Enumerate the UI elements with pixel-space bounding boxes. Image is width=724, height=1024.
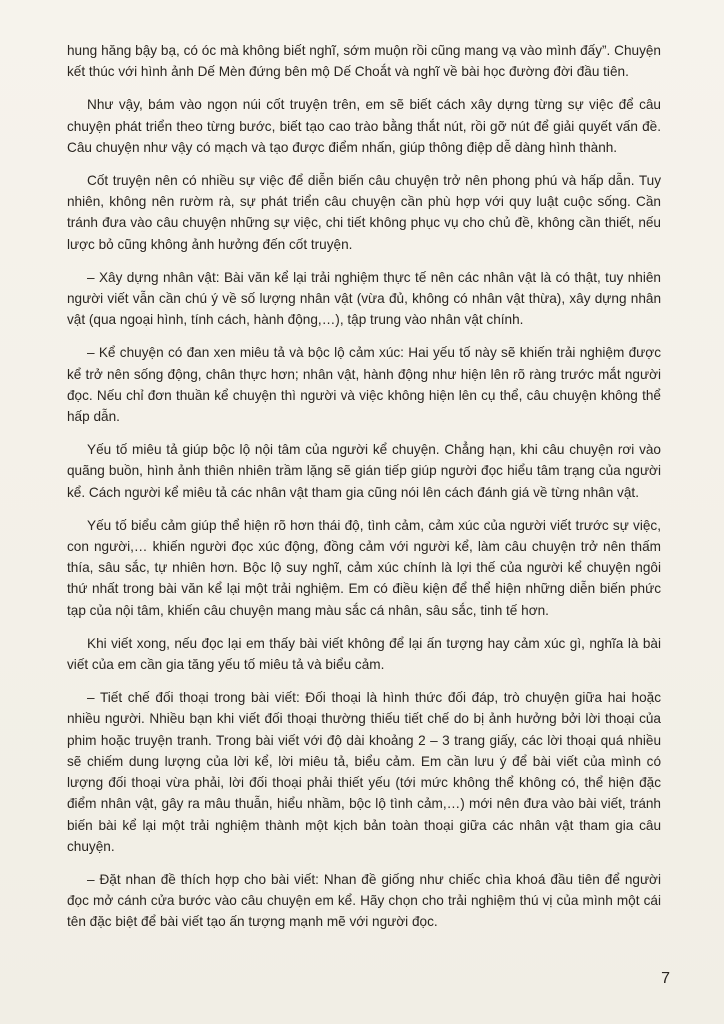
paragraph-7: Yếu tố biểu cảm giúp thể hiện rõ hơn thái độ, tình cảm, cảm xúc của người viết trước sự việc, con người,… khiến người đọc xúc động, đồng cảm với người kể, làm câu chuyện trở nên thấm thía, sâu sắc, tự nhiên hơn. Bộc lộ suy nghĩ, cảm xúc chính là lợi thế của người kể chuyện ngôi thứ nhất trong bài văn kể lại một trải nghiệm. Em có điều kiện để thể hiện những diễn biến phức tạp của nội tâm, khiến câu chuyện mang màu sắc cá nhân, sâu sắc, tinh tế hơn. (67, 517, 661, 618)
paragraph-8: Khi viết xong, nếu đọc lại em thấy bài viết không để lại ấn tượng hay cảm xúc gì, nghĩa là bài viết của em cần gia tăng yếu tố miêu tả và biểu cảm. (67, 635, 661, 673)
paragraph-2: Như vậy, bám vào ngọn núi cốt truyện trên, em sẽ biết cách xây dựng từng sự việc để câu chuyện phát triển theo từng bước, biết tạo cao trào bằng thắt nút, rồi gỡ nút để giải quyết vấn đề. Câu chuyện như vậy có mạch và tạo được điểm nhấn, giúp thông điệp dễ dàng hình thành. (67, 97, 661, 155)
paragraph-5: – Kể chuyện có đan xen miêu tả và bộc lộ cảm xúc: Hai yếu tố này sẽ khiến trải nghiệm được kể trở nên sống động, chân thực hơn; nhân vật, hành động như hiện lên rõ ràng trước mắt người đọc. Nếu chỉ đơn thuần kể chuyện thì người và việc không hiện lên cụ thể, câu chuyện không thể hấp dẫn. (67, 345, 661, 425)
paragraph-3: Cốt truyện nên có nhiều sự việc để diễn biến câu chuyện trở nên phong phú và hấp dẫn. Tuy nhiên, không nên rườm rà, sự phát triển câu chuyện cần phù hợp với quy luật cuộc sống. Cần tránh đưa vào câu chuyện những sự việc, chi tiết không phục vụ cho chủ đề, không cần thiết, nếu lược bỏ cũng không ảnh hưởng đến cốt truyện. (67, 173, 661, 252)
paragraph-4: – Xây dựng nhân vật: Bài văn kể lại trải nghiệm thực tế nên các nhân vật là có thật, tuy nhiên người viết vẫn cần chú ý về số lượng nhân vật (vừa đủ, không có nhân vật thừa), xây dựng nhân vật (qua ngoại hình, tính cách, hành động,…), tập trung vào nhân vật chính. (67, 269, 661, 328)
paragraph-9: – Tiết chế đối thoại trong bài viết: Đối thoại là hình thức đối đáp, trò chuyện giữa hai hoặc nhiều người. Nhiều bạn khi viết đối thoại thường thiếu tiết chế do bị ảnh hưởng bởi lời thoại của phim hoặc truyện tranh. Trong bài viết với độ dài khoảng 2 – 3 trang giấy, các lời thoại quá nhiều sẽ chiếm dung lượng của lời kể, lời miêu tả, biểu cảm. Em cần lưu ý để bài viết của mình có lượng đối thoại vừa phải, lời đối thoại phải thiết yếu (tới mức không thể không có, thể hiện đặc điểm nhân vật, gây ra mâu thuẫn, hiểu nhầm, bộc lộ tình cảm,…) mới nên đưa vào bài viết, tránh biến bài kể lại một trải nghiệm thành một kịch bản toàn thoại giữa các nhân vật tham gia câu chuyện. (67, 690, 661, 854)
page-number: 7 (661, 970, 670, 987)
paragraph-1: hung hăng bậy bạ, có óc mà không biết nghĩ, sớm muộn rồi cũng mang vạ vào mình đấy”. Chuyện kết thúc với hình ảnh Dế Mèn đứng bên mộ Dế Choắt và nghĩ về bài học đường đời đầu tiên. (67, 43, 661, 80)
body-text (67, 40, 661, 945)
paragraph-6: Yếu tố miêu tả giúp bộc lộ nội tâm của người kể chuyện. Chẳng hạn, khi câu chuyện rơi vào quãng buồn, hình ảnh thiên nhiên trầm lặng sẽ gián tiếp giúp người đọc hiểu tâm trạng của người kể. Cách người kể miêu tả các nhân vật tham gia cũng nói lên cách đánh giá về từng nhân vật. (67, 442, 661, 500)
paragraph-10: – Đặt nhan đề thích hợp cho bài viết: Nhan đề giống như chiếc chìa khoá đầu tiên để người đọc mở cánh cửa bước vào câu chuyện em kể. Hãy chọn cho trải nghiệm thú vị của mình một cái tên đặc biệt để bài viết tạo ấn tượng mạnh mẽ với người đọc. (67, 871, 661, 930)
